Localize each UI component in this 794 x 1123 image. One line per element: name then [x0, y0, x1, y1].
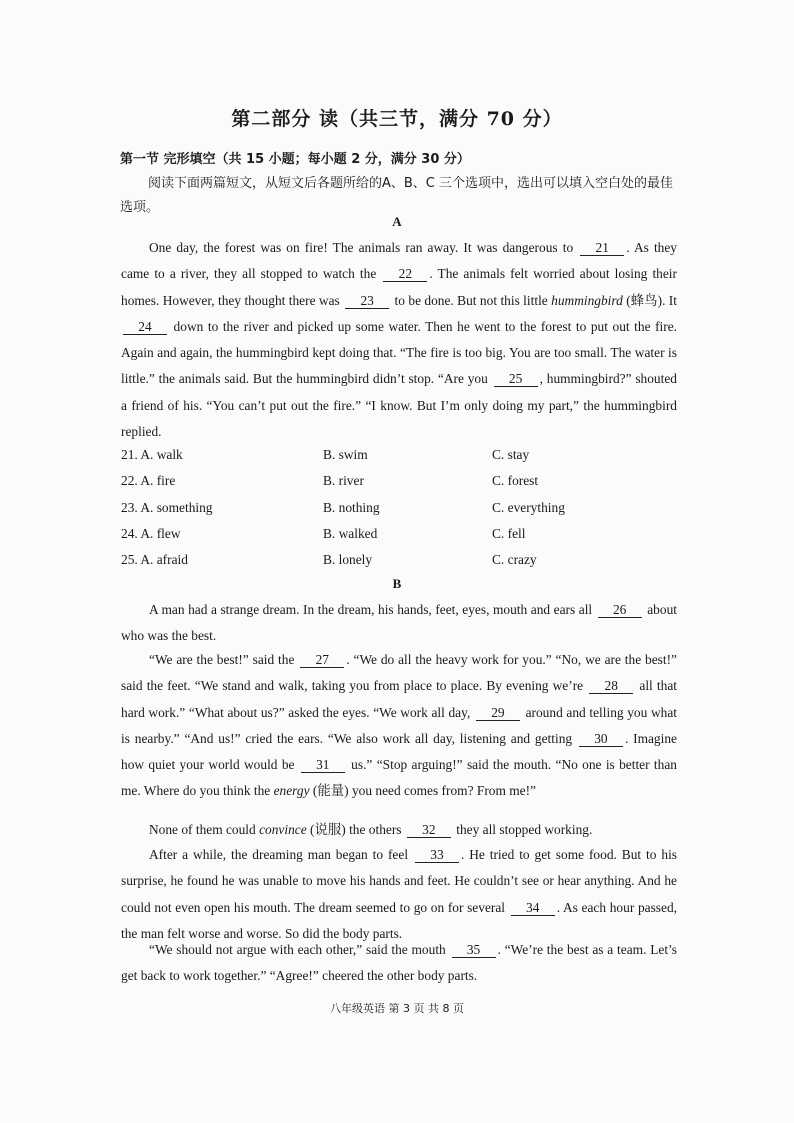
blank-26: 26 — [598, 602, 642, 618]
option-a: 21. A. walk — [121, 447, 183, 462]
blank-32: 32 — [407, 822, 451, 838]
blank-28: 28 — [589, 678, 633, 694]
blank-30: 30 — [579, 731, 623, 747]
option-row — [121, 547, 681, 573]
passage-b-para-4: After a while, the dreaming man began to feel 33 . He tried to get some food. But to his surprise, he found he was unable to move his hands and feet. He couldn’t see or hear anything. And he could not even open his mouth. The dream seemed to go on for several 34 . As each hour passed, the man felt worse and worse. So did the body parts. — [121, 847, 678, 941]
passage-a-text: One day, the forest was on fire! The animals ran away. It was dangerous to 21 . As they came to a river, they all stopped to watch the 22 . The animals felt worried about losing their homes. However, they thought there was 23 to be done. But not this little hummingbird (蜂鸟). It 24 down to the river and picked up some water. Then he went to the forest to put out the fire. Again and again, the hummingbird kept doing that. “The fire is too big. You are too small. The water is little.” the animals said. But the hummingbird didn’t stop. “Are you 25 , hummingbird?” shouted a friend of his. “You can’t put out the fire.” “I know. But I’m only doing my part,” the hummingbird replied. — [121, 240, 677, 440]
option-c: C. everything — [492, 499, 565, 515]
passage-b-para-2: “We are the best!” said the 27 . “We do all the heavy work for you.” “No, we are the best!” said the feet. “We stand and walk, taking you from place to place. By evening we’re 28 all that hard work.” “What about us?” asked the eyes. “We work all day, 29 around and telling you what is nearby.” “And us!” cried the ears. “We also work all day, listening and getting 30 . Imagine how quiet your world would be 31 us.” “Stop arguing!” said the mouth. “No one is better than me. Where do you think the energy (能量) you need comes from? From me!” — [121, 652, 677, 799]
option-c: C. crazy — [492, 552, 537, 568]
option-c: C. forest — [492, 473, 539, 489]
option-b: B. walked — [323, 525, 378, 541]
option-c: C. stay — [492, 447, 530, 462]
blank-35: 35 — [452, 942, 496, 958]
blank-21: 21 — [580, 240, 624, 256]
section-title: 第一节 完形填空（共 15 小题；每小题 2 分，满分 30 分） — [120, 152, 470, 167]
option-a: 24. A. flew — [121, 525, 181, 541]
part-title: 第二部分 读（共三节，满分 70 分） — [231, 108, 563, 130]
passage-b-label: B — [392, 576, 402, 591]
blank-34: 34 — [511, 900, 555, 916]
option-row — [121, 442, 681, 468]
blank-23: 23 — [345, 293, 389, 309]
passage-b-para-1: A man had a strange dream. In the dream, his hands, feet, eyes, mouth and ears all 26 about who was the best. — [121, 602, 677, 644]
passage-b-para-5: “We should not argue with each other,” said the mouth 35 . “We’re the best as a team. Let’s get back to work together.” “Agree!” cheered the other body parts. — [121, 942, 677, 984]
option-b: B. swim — [323, 447, 368, 462]
option-b: B. river — [323, 473, 364, 489]
option-a: 23. A. something — [121, 499, 213, 515]
passage-b-para-3: None of them could convince (说服) the others 32 they all stopped working. — [149, 822, 593, 837]
option-b: B. nothing — [323, 499, 380, 515]
option-row — [121, 521, 681, 547]
option-row — [121, 468, 681, 494]
option-c: C. fell — [492, 525, 526, 541]
blank-25: 25 — [494, 371, 538, 387]
blank-33: 33 — [415, 847, 459, 863]
passage-a-label: A — [392, 214, 402, 229]
option-b: B. lonely — [323, 552, 373, 568]
blank-31: 31 — [301, 757, 345, 773]
instructions: 阅读下面两篇短文，从短文后各题所给的A、B、C 三个选项中，选出可以填入空白处的最佳选项。 — [120, 176, 674, 215]
option-a: 22. A. fire — [121, 473, 176, 489]
blank-29: 29 — [476, 705, 520, 721]
options-a — [121, 442, 681, 573]
blank-24: 24 — [123, 319, 167, 335]
blank-27: 27 — [300, 652, 344, 668]
page-footer: 八年级英语 第 3 页 共 8 页 — [330, 1002, 464, 1015]
blank-22: 22 — [383, 266, 427, 282]
option-a: 25. A. afraid — [121, 552, 188, 568]
option-row — [121, 495, 681, 521]
